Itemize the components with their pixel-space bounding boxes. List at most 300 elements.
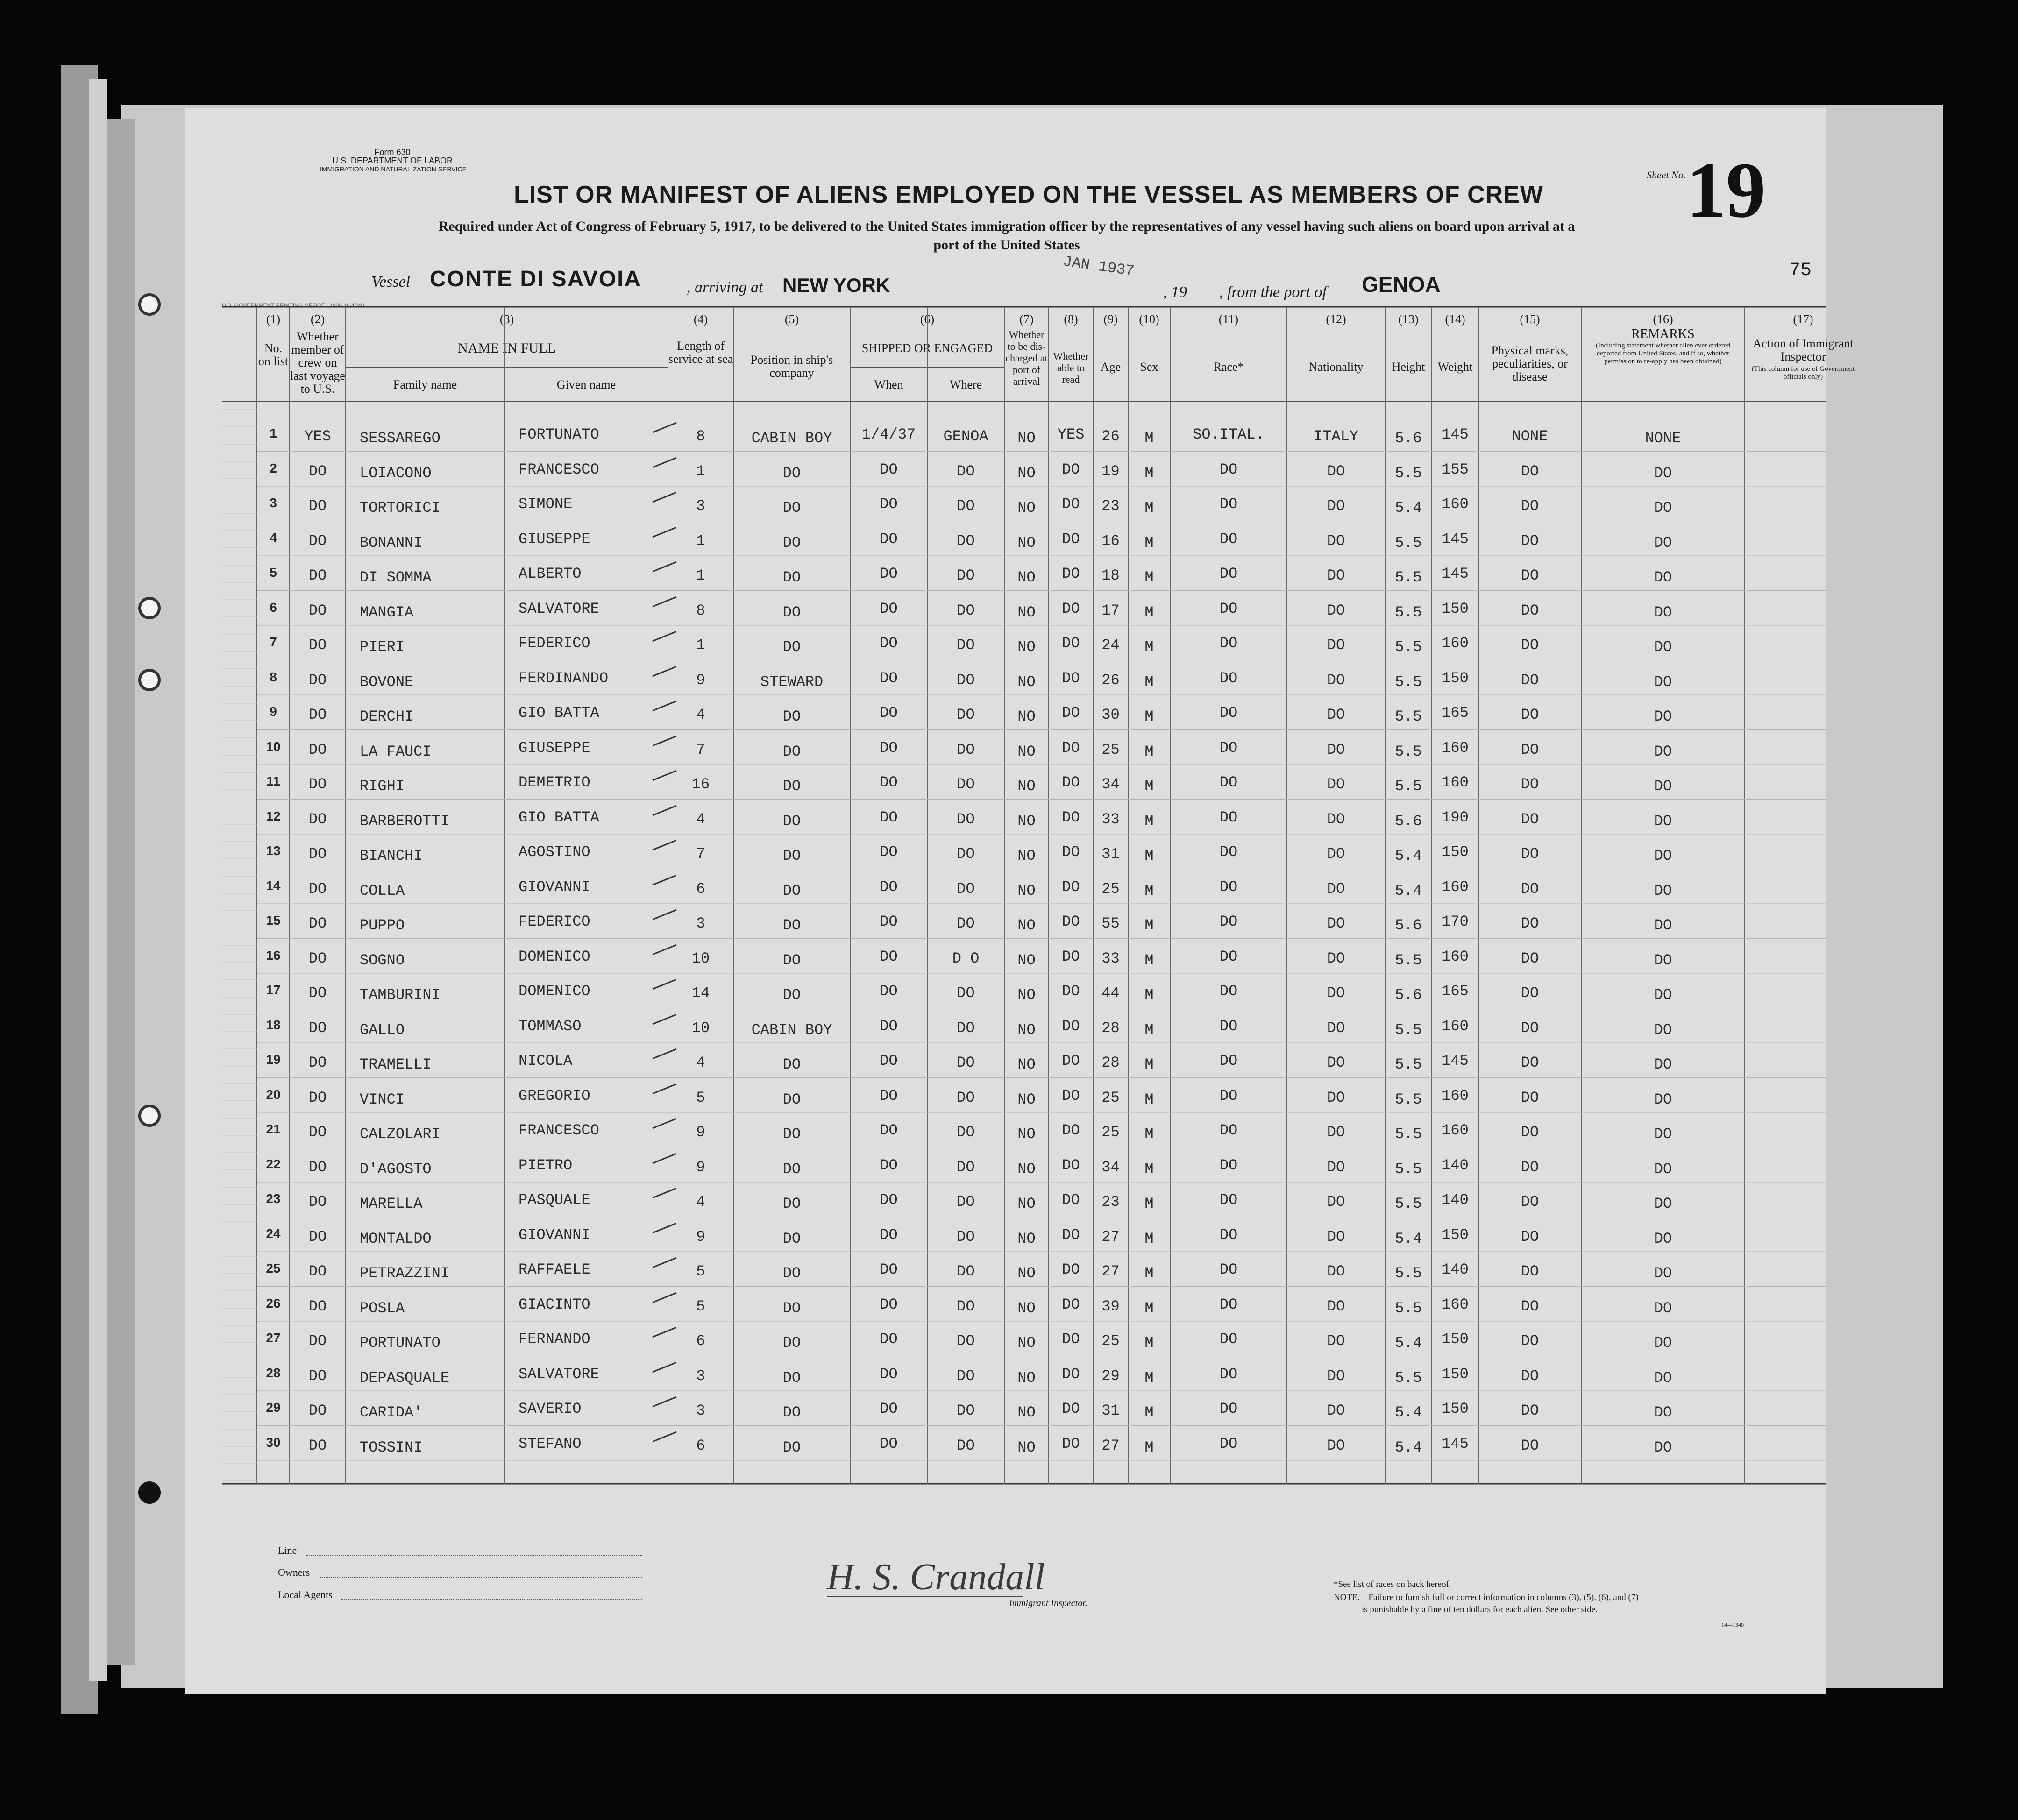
cell-race: DO [1219, 1261, 1238, 1278]
cell-member: DO [308, 915, 327, 932]
cell-no: 11 [266, 774, 280, 788]
cell-position: DO [782, 1265, 801, 1282]
table-grid [185, 108, 1826, 1694]
cell-height: 5.5 [1395, 638, 1422, 656]
cell-family: MARELLA [360, 1195, 423, 1212]
cell-race: DO [1219, 913, 1238, 930]
cell-read: DO [1062, 496, 1080, 513]
cell-length: 1 [696, 637, 705, 654]
col1-number: (1) [266, 312, 281, 326]
cell-position: DO [782, 1369, 801, 1387]
manifest-sheet [185, 108, 1855, 1694]
line-label: Line [278, 1544, 297, 1556]
cell-when: DO [880, 1435, 898, 1452]
cell-physical: DO [1521, 1263, 1539, 1280]
cell-when: DO [880, 460, 898, 478]
cell-length: 1 [696, 532, 705, 550]
cell-disch: NO [1017, 708, 1036, 725]
cell-remarks: DO [1654, 743, 1672, 760]
cell-when: DO [880, 774, 898, 791]
cell-remarks: DO [1654, 638, 1672, 656]
cell-read: DO [1062, 948, 1080, 965]
cell-position: DO [782, 569, 801, 586]
col13-number: (13) [1398, 312, 1419, 326]
cell-nat: DO [1327, 1263, 1345, 1280]
cell-physical: DO [1521, 949, 1539, 967]
cell-given: SAVERIO [519, 1400, 582, 1417]
cell-physical: DO [1521, 810, 1539, 828]
inspector-label: Immigrant Inspector. [1009, 1598, 1087, 1608]
cell-sex: M [1144, 534, 1154, 552]
cell-race: DO [1219, 774, 1238, 791]
cell-no: 29 [266, 1400, 281, 1415]
cell-given: FEDERICO [519, 635, 590, 652]
cell-height: 5.6 [1395, 917, 1422, 934]
cell-length: 1 [696, 567, 705, 584]
cell-family: DEPASQUALE [360, 1369, 450, 1387]
cell-weight: 160 [1442, 878, 1469, 896]
cell-race: DO [1219, 600, 1238, 617]
cell-physical: DO [1521, 1158, 1539, 1176]
races-note: *See list of races on back hereof. [1334, 1579, 1451, 1589]
col-able-read: Whether able to read [1053, 350, 1089, 385]
cell-given: SIMONE [519, 496, 573, 513]
cell-where: D O [952, 949, 980, 967]
cell-when: DO [880, 948, 898, 965]
col-family-name: Family name [393, 378, 457, 391]
cell-disch: NO [1017, 917, 1036, 934]
cell-member: DO [308, 949, 327, 967]
cell-read: DO [1062, 530, 1080, 548]
cell-where: DO [957, 880, 975, 898]
cell-position: DO [782, 1230, 801, 1247]
cell-age: 18 [1101, 567, 1120, 584]
cell-nat: DO [1327, 1019, 1345, 1037]
cell-height: 5.5 [1395, 1056, 1422, 1073]
cell-weight: 155 [1442, 460, 1469, 478]
sheet-number: 19 [1686, 146, 1766, 234]
form-number: Form 630 [374, 148, 411, 157]
col10-number: (10) [1139, 312, 1159, 326]
cell-no: 2 [270, 460, 277, 475]
cell-physical: DO [1521, 1193, 1539, 1211]
cell-member: DO [308, 671, 327, 689]
cell-height: 5.5 [1395, 534, 1422, 552]
cell-read: DO [1062, 669, 1080, 687]
cell-where: DO [957, 915, 975, 932]
cell-no: 6 [270, 600, 277, 615]
col-where: Where [949, 378, 982, 391]
cell-age: 23 [1101, 497, 1120, 515]
cell-where: DO [957, 1402, 975, 1419]
cell-read: DO [1062, 1226, 1080, 1244]
cell-disch: NO [1017, 1195, 1036, 1212]
cell-nat: DO [1327, 1124, 1345, 1141]
cell-member: DO [308, 880, 327, 898]
cell-weight: 145 [1442, 530, 1469, 548]
cell-sex: M [1144, 743, 1154, 760]
cell-family: DI SOMMA [360, 569, 432, 586]
cell-remarks: DO [1654, 986, 1672, 1004]
cell-when: DO [880, 878, 898, 896]
cell-weight: 160 [1442, 1122, 1469, 1139]
cell-read: DO [1062, 1122, 1080, 1139]
cell-disch: NO [1017, 603, 1036, 621]
cell-height: 5.5 [1395, 1126, 1422, 1143]
cell-when: DO [880, 600, 898, 617]
cell-when: DO [880, 704, 898, 722]
cell-length: 10 [691, 1019, 710, 1037]
cell-remarks: DO [1654, 917, 1672, 934]
cell-remarks: NONE [1645, 430, 1681, 447]
cell-age: 29 [1101, 1367, 1120, 1385]
arrival-port: NEW YORK [782, 274, 890, 296]
cell-read: DO [1062, 808, 1080, 826]
cell-sex: M [1144, 1021, 1154, 1039]
from-port-label: , from the port of [1219, 283, 1327, 301]
cell-no: 17 [266, 983, 281, 997]
cell-weight: 150 [1442, 1400, 1469, 1417]
cell-no: 8 [270, 669, 277, 684]
cell-no: 19 [266, 1052, 281, 1067]
cell-where: DO [957, 741, 975, 758]
cell-given: GIACINTO [519, 1296, 590, 1313]
cell-given: GIUSEPPE [519, 530, 590, 548]
cell-read: DO [1062, 600, 1080, 617]
cell-length: 14 [691, 984, 710, 1002]
cell-no: 26 [266, 1296, 281, 1310]
cell-given: DEMETRIO [519, 774, 590, 791]
cell-sex: M [1144, 1265, 1154, 1282]
cell-weight: 165 [1442, 983, 1469, 1000]
cell-age: 34 [1101, 776, 1120, 793]
cell-family: MONTALDO [360, 1230, 432, 1247]
cell-no: 23 [266, 1191, 281, 1206]
cell-height: 5.5 [1395, 1369, 1422, 1387]
cell-length: 3 [696, 1367, 705, 1385]
cell-read: DO [1062, 1261, 1080, 1278]
department-label: U.S. DEPARTMENT OF LABOR [332, 156, 453, 165]
cell-given: SALVATORE [519, 1365, 599, 1383]
cell-family: TRAMELLI [360, 1056, 432, 1073]
cell-age: 26 [1101, 671, 1120, 689]
col5-number: (5) [784, 312, 799, 326]
cell-height: 5.5 [1395, 743, 1422, 760]
col6-number: (6) [920, 312, 935, 326]
cell-weight: 140 [1442, 1261, 1469, 1278]
cell-position: DO [782, 534, 801, 552]
cell-family: PETRAZZINI [360, 1265, 450, 1282]
cell-family: BONANNI [360, 534, 423, 552]
cell-where: DO [957, 567, 975, 584]
cell-race: DO [1219, 669, 1238, 687]
cell-weight: 150 [1442, 843, 1469, 861]
cell-remarks: DO [1654, 1126, 1672, 1143]
col-sex: Sex [1140, 360, 1158, 374]
cell-height: 5.5 [1395, 603, 1422, 621]
cell-given: GIO BATTA [519, 704, 599, 722]
cell-sex: M [1144, 778, 1154, 795]
cell-race: DO [1219, 1226, 1238, 1244]
cell-weight: 150 [1442, 1226, 1469, 1244]
col2-number: (2) [310, 312, 325, 326]
cell-height: 5.6 [1395, 812, 1422, 830]
cell-family: GALLO [360, 1021, 405, 1039]
cell-age: 31 [1101, 1402, 1120, 1419]
cell-age: 25 [1101, 741, 1120, 758]
cell-disch: NO [1017, 1438, 1036, 1456]
cell-sex: M [1144, 1230, 1154, 1247]
cell-given: PIETRO [519, 1156, 573, 1174]
cell-given: FEDERICO [519, 913, 590, 930]
cell-disch: NO [1017, 1091, 1036, 1108]
cell-no: 21 [266, 1122, 281, 1136]
cell-physical: DO [1521, 671, 1539, 689]
cell-length: 10 [691, 949, 710, 967]
cell-sex: M [1144, 882, 1154, 899]
cell-height: 5.5 [1395, 1299, 1422, 1317]
cell-age: 31 [1101, 845, 1120, 863]
cell-position: DO [782, 1056, 801, 1073]
cell-when: DO [880, 1296, 898, 1313]
cell-position: DO [782, 882, 801, 899]
cell-weight: 150 [1442, 1365, 1469, 1383]
cell-read: DO [1062, 635, 1080, 652]
cell-read: DO [1062, 1017, 1080, 1035]
cell-physical: DO [1521, 602, 1539, 619]
cell-family: LA FAUCI [360, 743, 432, 760]
owners-field [320, 1577, 642, 1578]
cell-physical: DO [1521, 984, 1539, 1002]
cell-length: 9 [696, 1158, 705, 1176]
cell-where: DO [957, 1367, 975, 1385]
cell-read: DO [1062, 1296, 1080, 1313]
cell-read: DO [1062, 704, 1080, 722]
binder-hole [138, 1105, 161, 1127]
cell-when: 1/4/37 [861, 426, 916, 443]
cell-race: DO [1219, 565, 1238, 582]
cell-read: DO [1062, 1365, 1080, 1383]
cell-sex: M [1144, 1369, 1154, 1387]
signature-line [827, 1596, 1023, 1597]
backing-sheet-edge [107, 119, 135, 1665]
col-remarks: REMARKS [1631, 327, 1695, 341]
cell-sex: M [1144, 847, 1154, 864]
cell-disch: NO [1017, 986, 1036, 1004]
cell-race: DO [1219, 1435, 1238, 1452]
cell-nat: DO [1327, 776, 1345, 793]
cell-nat: DO [1327, 845, 1345, 863]
cell-given: STEFANO [519, 1435, 582, 1452]
cell-member: DO [308, 706, 327, 723]
cell-member: DO [308, 845, 327, 863]
cell-member: DO [308, 567, 327, 584]
cell-member: DO [308, 602, 327, 619]
cell-length: 9 [696, 1124, 705, 1141]
cell-remarks: DO [1654, 882, 1672, 899]
cell-member: DO [308, 810, 327, 828]
cell-read: DO [1062, 913, 1080, 930]
cell-nat: DO [1327, 810, 1345, 828]
cell-nat: DO [1327, 1297, 1345, 1315]
cell-when: DO [880, 1331, 898, 1348]
cell-disch: NO [1017, 1265, 1036, 1282]
col-given-name: Given name [556, 378, 616, 391]
cell-position: DO [782, 1334, 801, 1352]
cell-age: 25 [1101, 1332, 1120, 1350]
col8-number: (8) [1064, 312, 1078, 326]
cell-read: DO [1062, 460, 1080, 478]
cell-position: DO [782, 1195, 801, 1212]
cell-race: DO [1219, 1365, 1238, 1383]
cell-sex: M [1144, 951, 1154, 969]
cell-disch: NO [1017, 847, 1036, 864]
cell-member: DO [308, 1332, 327, 1350]
cell-position: DO [782, 917, 801, 934]
col12-number: (12) [1326, 312, 1346, 326]
cell-sex: M [1144, 708, 1154, 725]
cell-when: DO [880, 739, 898, 757]
cell-length: 8 [696, 602, 705, 619]
cell-family: MANGIA [360, 603, 414, 621]
cell-sex: M [1144, 1299, 1154, 1317]
cell-where: DO [957, 776, 975, 793]
cell-nat: DO [1327, 984, 1345, 1002]
cell-disch: NO [1017, 464, 1036, 482]
cell-remarks: DO [1654, 1334, 1672, 1352]
subtitle-line2: port of the United States [933, 237, 1080, 253]
cell-height: 5.5 [1395, 1265, 1422, 1282]
col14-number: (14) [1445, 312, 1465, 326]
cell-family: BOVONE [360, 673, 414, 691]
cell-nat: DO [1327, 497, 1345, 515]
col-length-service: Length of service at sea [668, 339, 733, 366]
cell-length: 6 [696, 1437, 705, 1454]
cell-weight: 160 [1442, 948, 1469, 965]
cell-member: DO [308, 497, 327, 515]
cell-member: DO [308, 1193, 327, 1211]
cell-where: DO [957, 637, 975, 654]
cell-member: DO [308, 776, 327, 793]
cell-nat: DO [1327, 462, 1345, 480]
cell-when: DO [880, 1261, 898, 1278]
col-nationality: Nationality [1308, 360, 1364, 374]
cell-height: 5.4 [1395, 847, 1422, 864]
cell-no: 25 [266, 1261, 281, 1275]
cell-physical: DO [1521, 1124, 1539, 1141]
cell-family: LOIACONO [360, 464, 432, 482]
cell-disch: NO [1017, 430, 1036, 447]
cell-physical: DO [1521, 1019, 1539, 1037]
page-number: 75 [1789, 260, 1812, 281]
cell-member: DO [308, 637, 327, 654]
cell-race: DO [1219, 496, 1238, 513]
cell-read: DO [1062, 1191, 1080, 1209]
cell-remarks: DO [1654, 812, 1672, 830]
cell-nat: DO [1327, 880, 1345, 898]
cell-when: DO [880, 1087, 898, 1105]
cell-member: DO [308, 1019, 327, 1037]
cell-family: COLLA [360, 882, 405, 899]
cell-member: DO [308, 1402, 327, 1419]
col-position: Position in ship's company [750, 353, 833, 380]
cell-given: PASQUALE [519, 1191, 590, 1209]
cell-no: 3 [270, 496, 277, 510]
cell-disch: NO [1017, 673, 1036, 691]
cell-weight: 150 [1442, 600, 1469, 617]
cell-when: DO [880, 530, 898, 548]
cell-physical: DO [1521, 1089, 1539, 1106]
col7-number: (7) [1019, 312, 1034, 326]
cell-race: DO [1219, 1052, 1238, 1069]
cell-position: DO [782, 1160, 801, 1178]
cell-weight: 140 [1442, 1191, 1469, 1209]
cell-member: DO [308, 462, 327, 480]
cell-when: DO [880, 1122, 898, 1139]
cell-read: DO [1062, 983, 1080, 1000]
cell-when: DO [880, 1156, 898, 1174]
cell-disch: NO [1017, 1369, 1036, 1387]
cell-when: DO [880, 1052, 898, 1069]
cell-length: 8 [696, 428, 705, 445]
cell-physical: DO [1521, 741, 1539, 758]
cell-remarks: DO [1654, 1404, 1672, 1421]
cell-length: 6 [696, 880, 705, 898]
cell-given: GIOVANNI [519, 1226, 590, 1244]
cell-age: 33 [1101, 810, 1120, 828]
cell-nat: DO [1327, 1228, 1345, 1246]
cell-length: 9 [696, 1228, 705, 1246]
col3-number: (3) [499, 312, 514, 326]
cell-member: DO [308, 1367, 327, 1385]
cell-disch: NO [1017, 1160, 1036, 1178]
subtitle-line1: Required under Act of Congress of February 5, 1917, to be delivered to the United States immigration officer by the representatives of any vessel having such aliens on board upon arrival at a [438, 219, 1575, 234]
cell-height: 5.4 [1395, 1404, 1422, 1421]
cell-family: SOGNO [360, 951, 405, 969]
printing-note: U.S. GOVERNMENT PRINTING OFFICE : 1936 16-1340 [222, 302, 364, 309]
cell-physical: DO [1521, 637, 1539, 654]
cell-nat: DO [1327, 1437, 1345, 1454]
cell-race: DO [1219, 808, 1238, 826]
cell-member: DO [308, 1263, 327, 1280]
col-when: When [874, 378, 903, 391]
cell-nat: DO [1327, 567, 1345, 584]
cell-length: 5 [696, 1089, 705, 1106]
cell-no: 13 [266, 843, 281, 858]
cell-race: DO [1219, 530, 1238, 548]
cell-family: VINCI [360, 1091, 405, 1108]
cell-disch: NO [1017, 1404, 1036, 1421]
cell-length: 5 [696, 1263, 705, 1280]
sheet-label: Sheet No. [1647, 169, 1686, 181]
cell-member: DO [308, 1089, 327, 1106]
service-label: IMMIGRATION AND NATURALIZATION SERVICE [320, 165, 467, 173]
cell-given: FRANCESCO [519, 1122, 599, 1139]
cell-weight: 160 [1442, 1296, 1469, 1313]
cell-when: DO [880, 496, 898, 513]
cell-age: 16 [1101, 532, 1120, 550]
cell-race: DO [1219, 635, 1238, 652]
cell-remarks: DO [1654, 499, 1672, 517]
cell-member: DO [308, 1437, 327, 1454]
cell-read: DO [1062, 878, 1080, 896]
cell-age: 26 [1101, 428, 1120, 445]
cell-physical: DO [1521, 1402, 1539, 1419]
cell-sex: M [1144, 603, 1154, 621]
cell-race: DO [1219, 1331, 1238, 1348]
cell-age: 27 [1101, 1263, 1120, 1280]
cell-family: TORTORICI [360, 499, 441, 517]
